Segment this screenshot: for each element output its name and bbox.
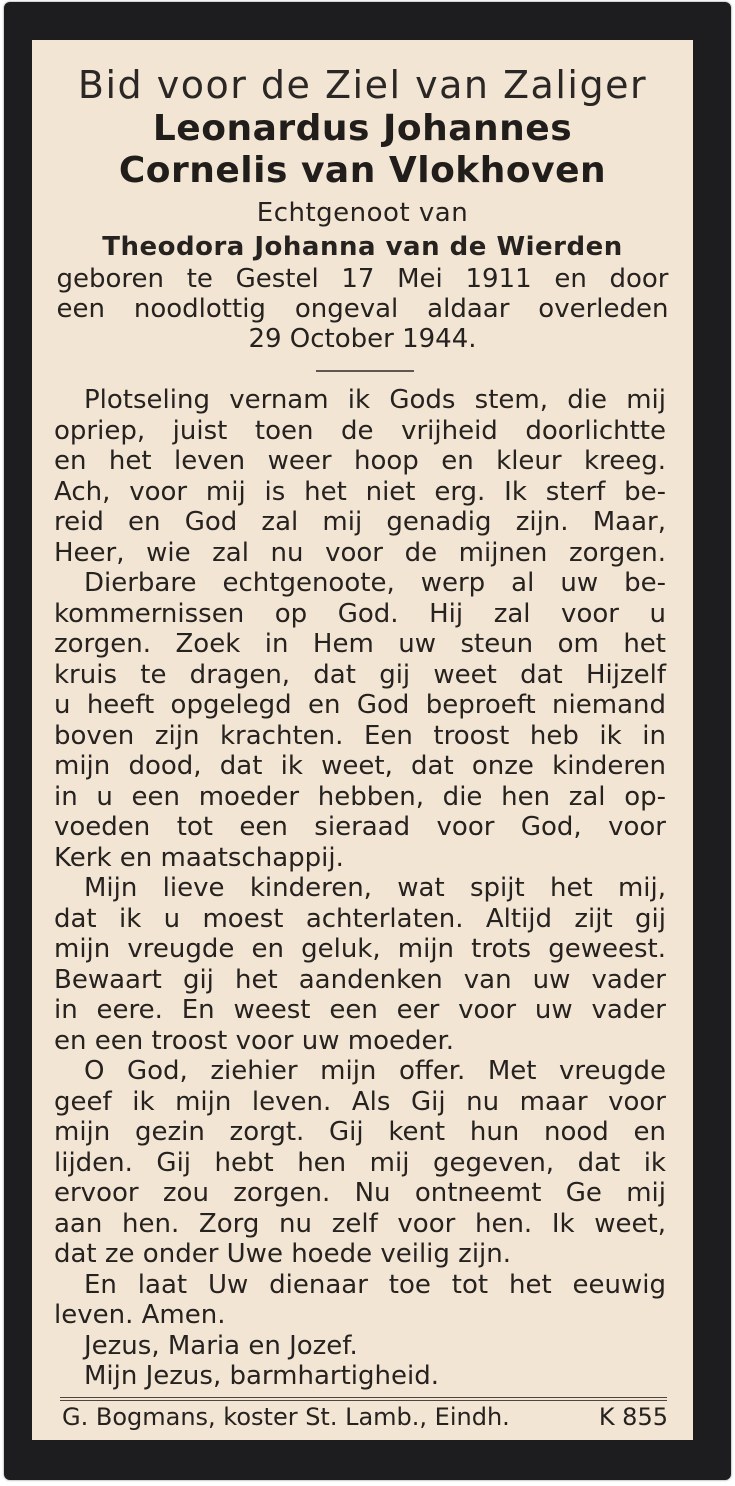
prayer-line: dat ze onder Uwe hoede veilig zijn. — [54, 1239, 512, 1269]
prayer-line: aan hen. Zorg nu zelf voor hen. Ik weet, — [54, 1208, 666, 1239]
prayer-line: mijn gezin zorgt. Gij kent hun nood en — [54, 1117, 666, 1147]
prayer-line: in u een moeder hebben, die hen zal op- — [54, 781, 666, 812]
prayer-line: Plotseling vernam ik Gods stem, die mij — [84, 385, 666, 415]
prayer-line: Heer, wie zal nu voor de mijnen zorgen. — [54, 537, 666, 568]
prayer-line: Kerk en maatschappij. — [54, 842, 344, 873]
prayer-line: mijn vreugde en geluk, mijn trots geweest. — [54, 934, 666, 964]
details-line: 29 October 1944. — [248, 324, 477, 354]
header-divider — [316, 370, 414, 372]
deceased-name-line-2: Cornelis van Vlokhoven — [118, 150, 607, 191]
prayer-line: Ach, voor mij is het niet erg. Ik sterf be- — [54, 476, 666, 507]
prayer-line: zorgen. Zoek in Hem uw steun om het — [54, 629, 666, 659]
deceased-name-line-1: Leonardus Johannes — [152, 108, 573, 149]
birth-death-details — [57, 264, 669, 354]
details-line: geboren te Gestel 17 Mei 1911 en door — [56, 264, 669, 294]
prayer-text — [54, 385, 666, 1392]
spouse-name: Theodora Johanna van de Wierden — [102, 232, 623, 262]
prayer-line: Jezus, Maria en Jozef. — [84, 1330, 358, 1361]
prayer-line: opriep, juist toen de vrijheid doorlichtte — [54, 415, 666, 446]
prayer-line: lijden. Gij hebt hen mij gegeven, dat ik — [54, 1147, 666, 1178]
prayer-line: en het leven weer hoop en kleur kreeg. — [54, 446, 666, 476]
prayer-line: in eere. En weest een eer voor uw vader — [54, 995, 666, 1025]
intro-line: Bid voor de Ziel van Zaliger — [77, 63, 648, 107]
footer-rule — [60, 1397, 667, 1401]
spouse-label: Echtgenoot van — [256, 198, 469, 228]
card-header — [32, 62, 693, 354]
prayer-line: ervoor zou zorgen. Nu ontneemt Ge mij — [54, 1178, 666, 1208]
card-paper — [32, 40, 693, 1440]
prayer-line: Mijn lieve kinderen, wat spijt het mij, — [84, 873, 666, 903]
prayer-line: kommernissen op God. Hij zal voor u — [54, 598, 666, 629]
memorial-card — [4, 2, 731, 1480]
prayer-line: boven zijn krachten. Een troost heb ik in — [54, 720, 666, 751]
prayer-line: reid en God zal mij genadig zijn. Maar, — [54, 507, 666, 537]
prayer-line: Mijn Jezus, barmhartigheid. — [84, 1361, 439, 1391]
card-code: K 855 — [598, 1403, 668, 1431]
prayer-line: O God, ziehier mijn offer. Met vreugde — [84, 1056, 666, 1086]
printer-name: G. Bogmans, koster St. Lamb., Eindh. — [62, 1403, 510, 1431]
prayer-line: leven. Amen. — [54, 1300, 226, 1330]
prayer-line: voeden tot een sieraad voor God, voor — [54, 812, 666, 842]
prayer-line: Bewaart gij het aandenken van uw vader — [54, 964, 666, 995]
prayer-line: kruis te dragen, dat gij weet dat Hijzelf — [54, 659, 666, 690]
prayer-line: Dierbare echtgenoote, werp al uw be- — [84, 568, 666, 598]
prayer-line: En laat Uw dienaar toe tot het eeuwig — [84, 1269, 666, 1300]
details-line: een noodlottig ongeval aldaar overleden — [56, 294, 669, 324]
printer-footer — [62, 1402, 668, 1432]
prayer-line: mijn dood, dat ik weet, dat onze kinderen — [54, 751, 666, 781]
prayer-line: dat ik u moest achterlaten. Altijd zijt gij — [54, 903, 666, 934]
prayer-line: u heeft opgelegd en God beproeft niemand — [54, 690, 666, 720]
prayer-line: en een troost voor uw moeder. — [54, 1025, 455, 1056]
prayer-line: geef ik mijn leven. Als Gij nu maar voor — [54, 1086, 666, 1117]
